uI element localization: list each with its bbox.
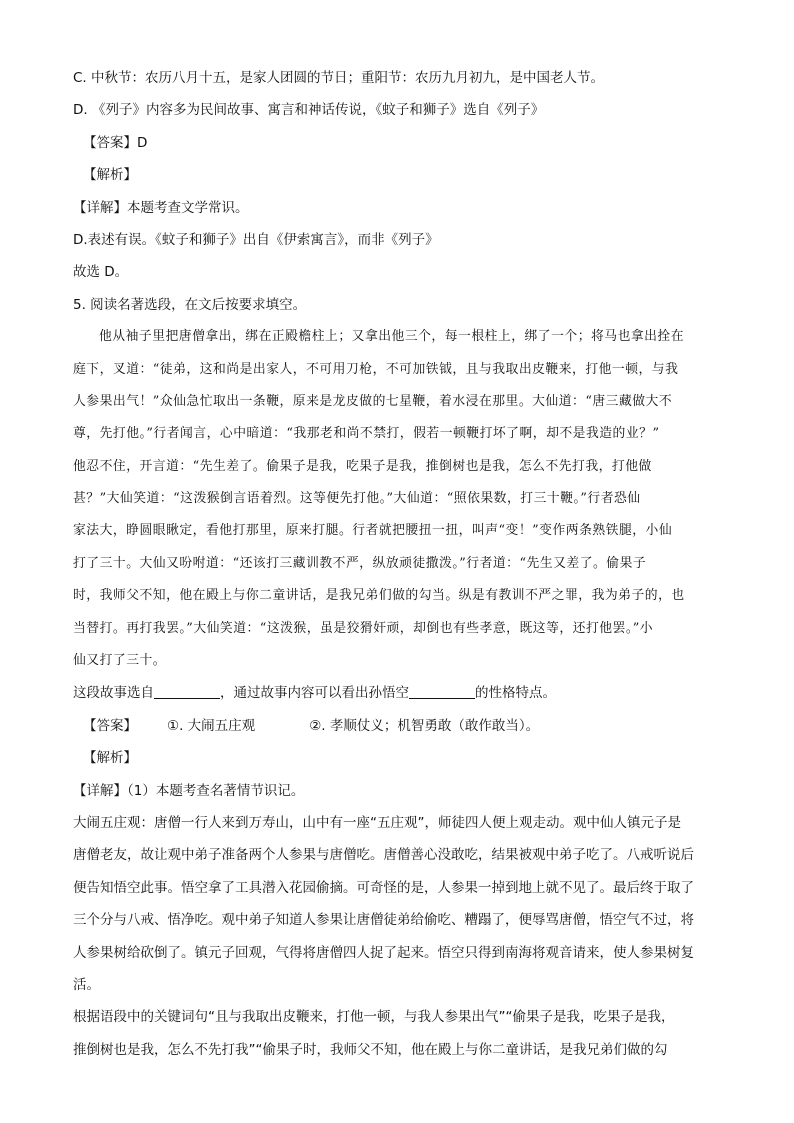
conclusion-q4: 故选 D。	[73, 264, 129, 281]
answer-blank-2	[409, 684, 475, 699]
answer-line-q5	[73, 710, 716, 742]
passage-line: 打了三十。大仙又吩咐道：“还该打三藏训教不严，纵放顽徒撒泼。”行者道：“先生又差了。偷果子	[73, 555, 647, 571]
detail-line: 【详解】（1）本题考查名著情节识记。	[73, 782, 305, 799]
detail-line: 根据语段中的关键词句“且与我取出皮鞭来，打他一顿，与我人参果出气”“偷果子是我，吃果子是我，	[73, 1009, 675, 1026]
fill-in-question: 这段故事选自 ，通过故事内容可以看出孙悟空 的性格特点。	[73, 685, 556, 702]
passage-line: 当替打。再打我罢。”大仙笑道：“这泼猴，虽是狡猾奸顽，却倒也有些孝意，既这等，还打他罢。”小	[73, 620, 654, 636]
detail-q4: 【详解】本题考查文学常识。	[73, 199, 249, 216]
detail-line: 大闹五庄观：唐僧一行人来到万寿山，山中有一座“五庄观”，师徒四人便上观走动。观中仙人镇元子是	[73, 814, 681, 831]
passage-line: 他忍不住，开言道：“先生差了。偷果子是我，吃果子是我，推倒树也是我，怎么不先打我，打他做	[73, 458, 652, 474]
passage-line: 时，我师父不知，他在殿上与你二童讲话，是我兄弟们做的勾当。纵是有教训不严之罪，我为弟子的，也	[73, 588, 685, 604]
detail-line: 唐僧老友，故让观中弟子准备两个人参果与唐僧吃。唐僧善心没敢吃，结果被观中弟子吃了。八戒听说后	[73, 847, 694, 864]
answer-item-1: ①. 大闹五庄观	[167, 717, 256, 734]
answer-tag: 【答案】	[83, 717, 137, 734]
analysis-heading-q4: 【解析】	[83, 167, 137, 184]
question-5: 5. 阅读名著选段，在文后按要求填空。	[73, 296, 307, 313]
answer-value: D	[137, 134, 148, 151]
passage-line: 甚？”大仙笑道：“这泼猴倒言语着烈。这等便先打他。”大仙道：“照依果数，打三十鞭。”行者恐仙	[73, 491, 641, 507]
passage-line: 家法大，睁圆眼瞅定，看他打那里，原来打腿。行者就把腰扭一扭，叫声“变！”变作两条熟铁腿，小仙	[73, 523, 673, 539]
answer-blank-1	[154, 684, 220, 699]
passage-line: 他从袖子里把唐僧拿出，绑在正殿檐柱上；又拿出他三个，每一根柱上，绑了一个；将马也拿出拴在	[99, 329, 685, 345]
answer-tag: 【答案】	[83, 134, 137, 151]
detail-line: 三个分与八戒、悟净吃。观中弟子知道人参果让唐僧徒弟给偷吃、糟蹋了，便辱骂唐僧，悟空气不过，将	[73, 912, 694, 929]
excerpt-passage	[73, 321, 716, 677]
detail-line: 人参果树给砍倒了。镇元子回观，气得将唐僧四人捉了起来。悟空只得到南海将观音请来，使人参果树复	[73, 944, 694, 961]
passage-line: 尊，先打他。”行者闻言，心中暗道：“我那老和尚不禁打，假若一顿鞭打坏了啊，却不是我造的业？”	[73, 426, 660, 442]
option-d: D. 《列子》内容多为民间故事、寓言和神话传说，《蚊子和狮子》选自《列子》	[73, 102, 545, 119]
answer-line-q4	[73, 127, 716, 159]
detail-line: 便告知悟空此事。悟空拿了工具潜入花园偷摘。可奇怪的是，人参果一掉到地上就不见了。最后终于取了	[73, 879, 694, 896]
detail-line: 推倒树也是我，怎么不先打我”“偷果子时，我师父不知，他在殿上与你二童讲话，是我兄弟们做的勾	[73, 1041, 668, 1058]
detail-line: 活。	[73, 976, 100, 993]
answer-item-2: ②. 孝顺仗义；机智勇敢（敢作敢当）。	[309, 717, 540, 734]
passage-line: 庭下，叉道：“徒弟，这和尚是出家人，不可用刀枪，不可加铁钺，且与我取出皮鞭来，打他一顿，与我	[73, 361, 679, 377]
passage-line: 仙又打了三十。	[73, 653, 167, 669]
option-c: C. 中秋节：农历八月十五，是家人团圆的节日；重阳节：农历九月初九，是中国老人节。	[73, 70, 605, 86]
passage-line: 人参果出气！”众仙急忙取出一条鞭，原来是龙皮做的七星鞭，着水浸在那里。大仙道：“唐三藏做大不	[73, 393, 673, 409]
reason-q4: D.表述有误。《蚊子和狮子》出自《伊索寓言》，而非《列子》	[73, 231, 439, 248]
analysis-heading-q5: 【解析】	[83, 750, 137, 767]
